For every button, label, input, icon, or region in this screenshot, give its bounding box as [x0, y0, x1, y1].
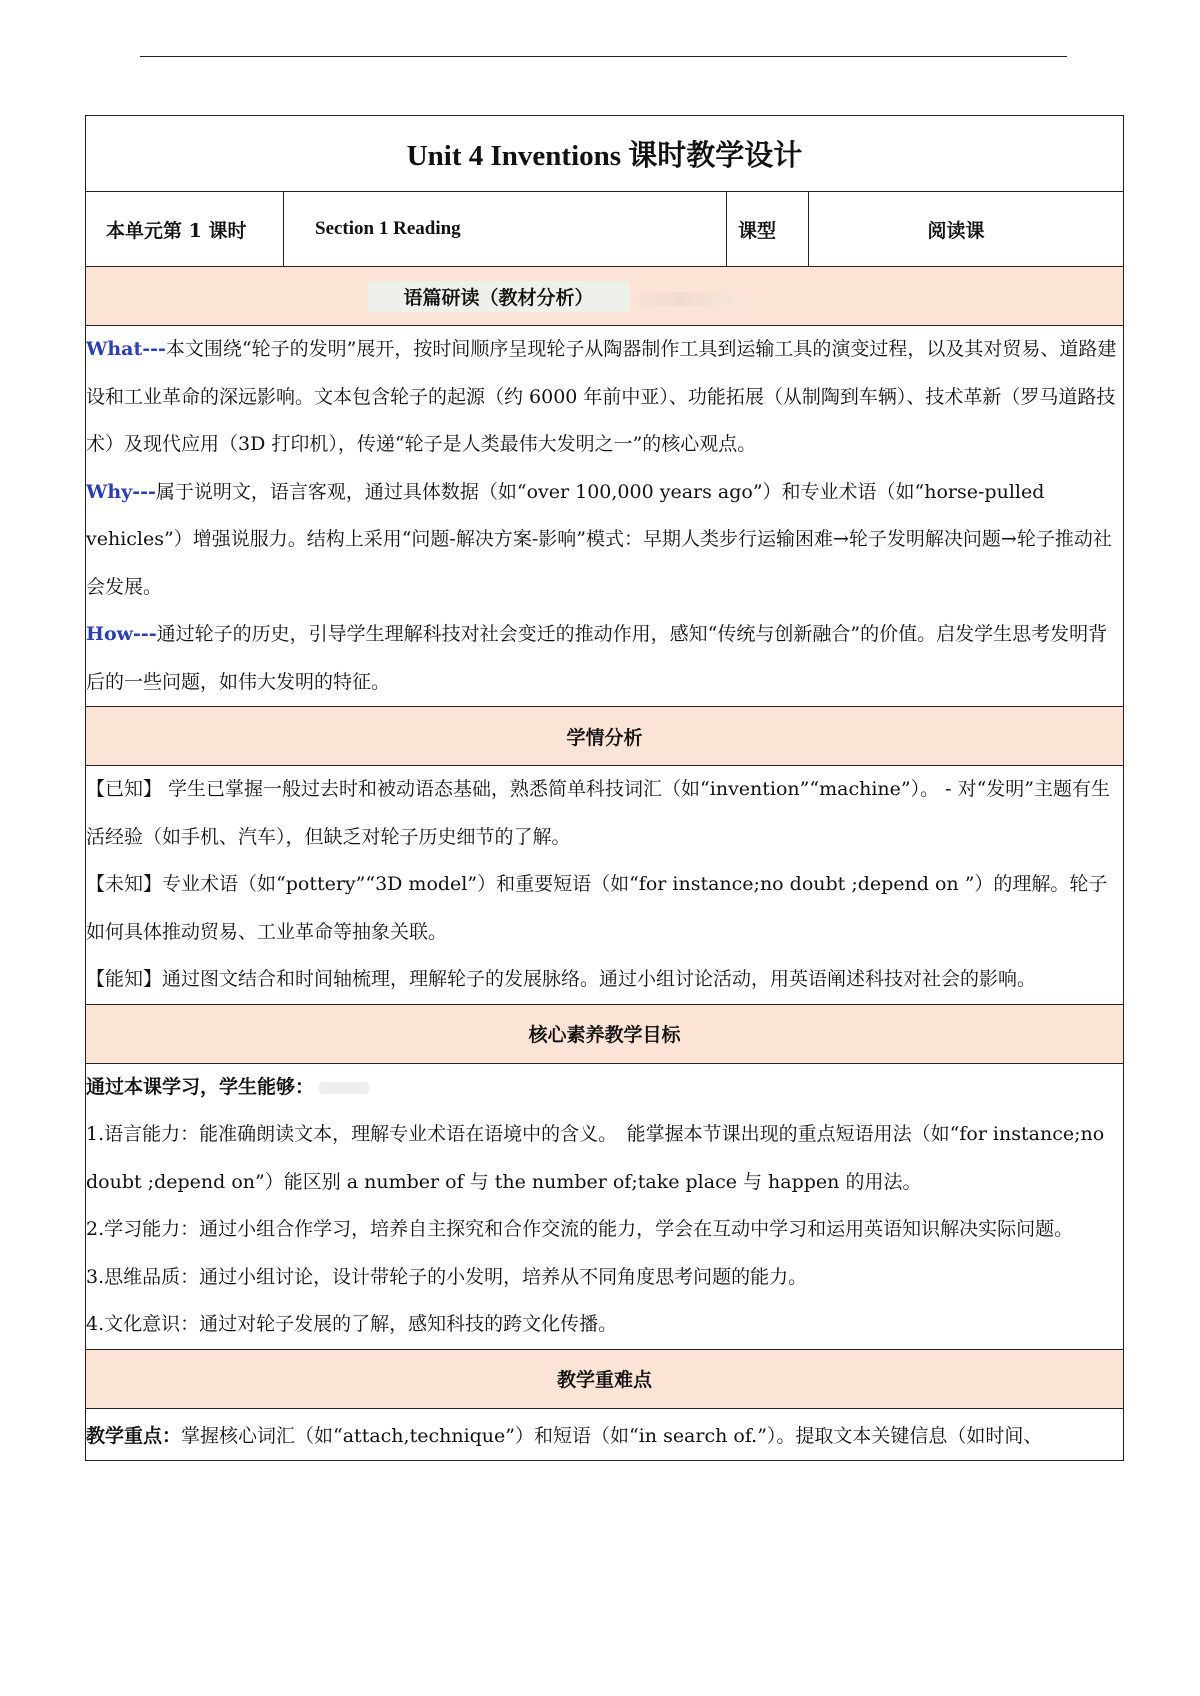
lesson-number: 本单元第 1 课时 — [86, 192, 284, 267]
section-name: Section 1 Reading — [284, 192, 727, 267]
scan-smudge — [638, 292, 742, 306]
section-heading-text-analysis — [86, 267, 1124, 326]
objective-culture: 4.文化意识：通过对轮子发展的了解，感知科技的跨文化传播。 — [86, 1313, 618, 1335]
lesson-plan-table — [85, 115, 1124, 1461]
lesson-type-label: 课型 — [727, 192, 809, 267]
text-analysis-body — [86, 326, 1124, 707]
page-header-rule — [140, 56, 1067, 57]
lesson-type-value: 阅读课 — [809, 192, 1124, 267]
key-points-body — [86, 1408, 1124, 1461]
objective-thinking: 3.思维品质：通过小组讨论，设计带轮子的小发明，培养从不同角度思考问题的能力。 — [86, 1265, 808, 1288]
what-keyword: What--- — [86, 338, 166, 360]
heading-text: 语篇研读（教材分析） — [368, 281, 630, 312]
what-paragraph: What---本文围绕“轮子的发明”展开，按时间顺序呈现轮子从陶器制作工具到运输工具的演变过程，以及其对贸易、道路建设和工业革命的深远影响。文本包含轮子的起源（约 6000 年前中亚）、功能拓展（从制陶到车辆）、技术革新（罗马道路技术）及现代应用（3D 打印机），传递“轮子是人类最伟大发明之一”的核心观点。 — [86, 338, 1117, 455]
section-heading-objectives: 核心素养教学目标 — [86, 1004, 1124, 1063]
learner-analysis-body — [86, 766, 1124, 1005]
page-title: Unit 4 Inventions 课时教学设计 — [86, 116, 1124, 192]
known-paragraph: 【已知】 学生已掌握一般过去时和被动语态基础，熟悉简单科技词汇（如“invention”“machine”）。 - 对“发明”主题有生活经验（如手机、汽车），但缺乏对轮子历史细节的了解。 — [86, 778, 1111, 848]
scan-smudge — [318, 1082, 370, 1094]
can-know-paragraph: 【能知】通过图文结合和时间轴梳理，理解轮子的发展脉络。通过小组讨论活动，用英语阐述科技对社会的影响。 — [86, 968, 1037, 990]
objectives-body — [86, 1063, 1124, 1349]
key-point-paragraph: 教学重点：掌握核心词汇（如“attach,technique”）和短语（如“in search of.”）。提取文本关键信息（如时间、 — [86, 1424, 1043, 1447]
unknown-paragraph: 【未知】专业术语（如“pottery”“3D model”）和重要短语（如“for instance;no doubt ;depend on ”）的理解。轮子如何具体推动贸易、工业革命等抽象关联。 — [86, 873, 1108, 943]
objective-learning: 2.学习能力：通过小组合作学习，培养自主探究和合作交流的能力，学会在互动中学习和运用英语知识解决实际问题。 — [86, 1218, 1074, 1240]
section-heading-learner-analysis: 学情分析 — [86, 707, 1124, 766]
objective-language: 1.语言能力：能准确朗读文本，理解专业术语在语境中的含义。 能掌握本节课出现的重点短语用法（如“for instance;no doubt ;depend on”）能区别 a number of 与 the number of;take place 与 happen 的用法。 — [86, 1123, 1105, 1193]
info-row — [86, 192, 1124, 267]
why-paragraph: Why---属于说明文，语言客观，通过具体数据（如“over 100,000 years ago”）和专业术语（如“horse-pulled vehicles”）增强说服力。结构上采用“问题-解决方案-影响”模式：早期人类步行运输困难→轮子发明解决问题→轮子推动社会发展。 — [86, 480, 1112, 598]
why-keyword: Why--- — [86, 480, 156, 503]
how-paragraph: How---通过轮子的历史，引导学生理解科技对社会变迁的推动作用，感知“传统与创新融合”的价值。启发学生思考发明背后的一些问题，如伟大发明的特征。 — [86, 623, 1108, 693]
section-heading-key-points: 教学重难点 — [86, 1349, 1124, 1408]
objectives-intro: 通过本课学习，学生能够： — [86, 1064, 1123, 1112]
how-keyword: How--- — [86, 623, 157, 645]
